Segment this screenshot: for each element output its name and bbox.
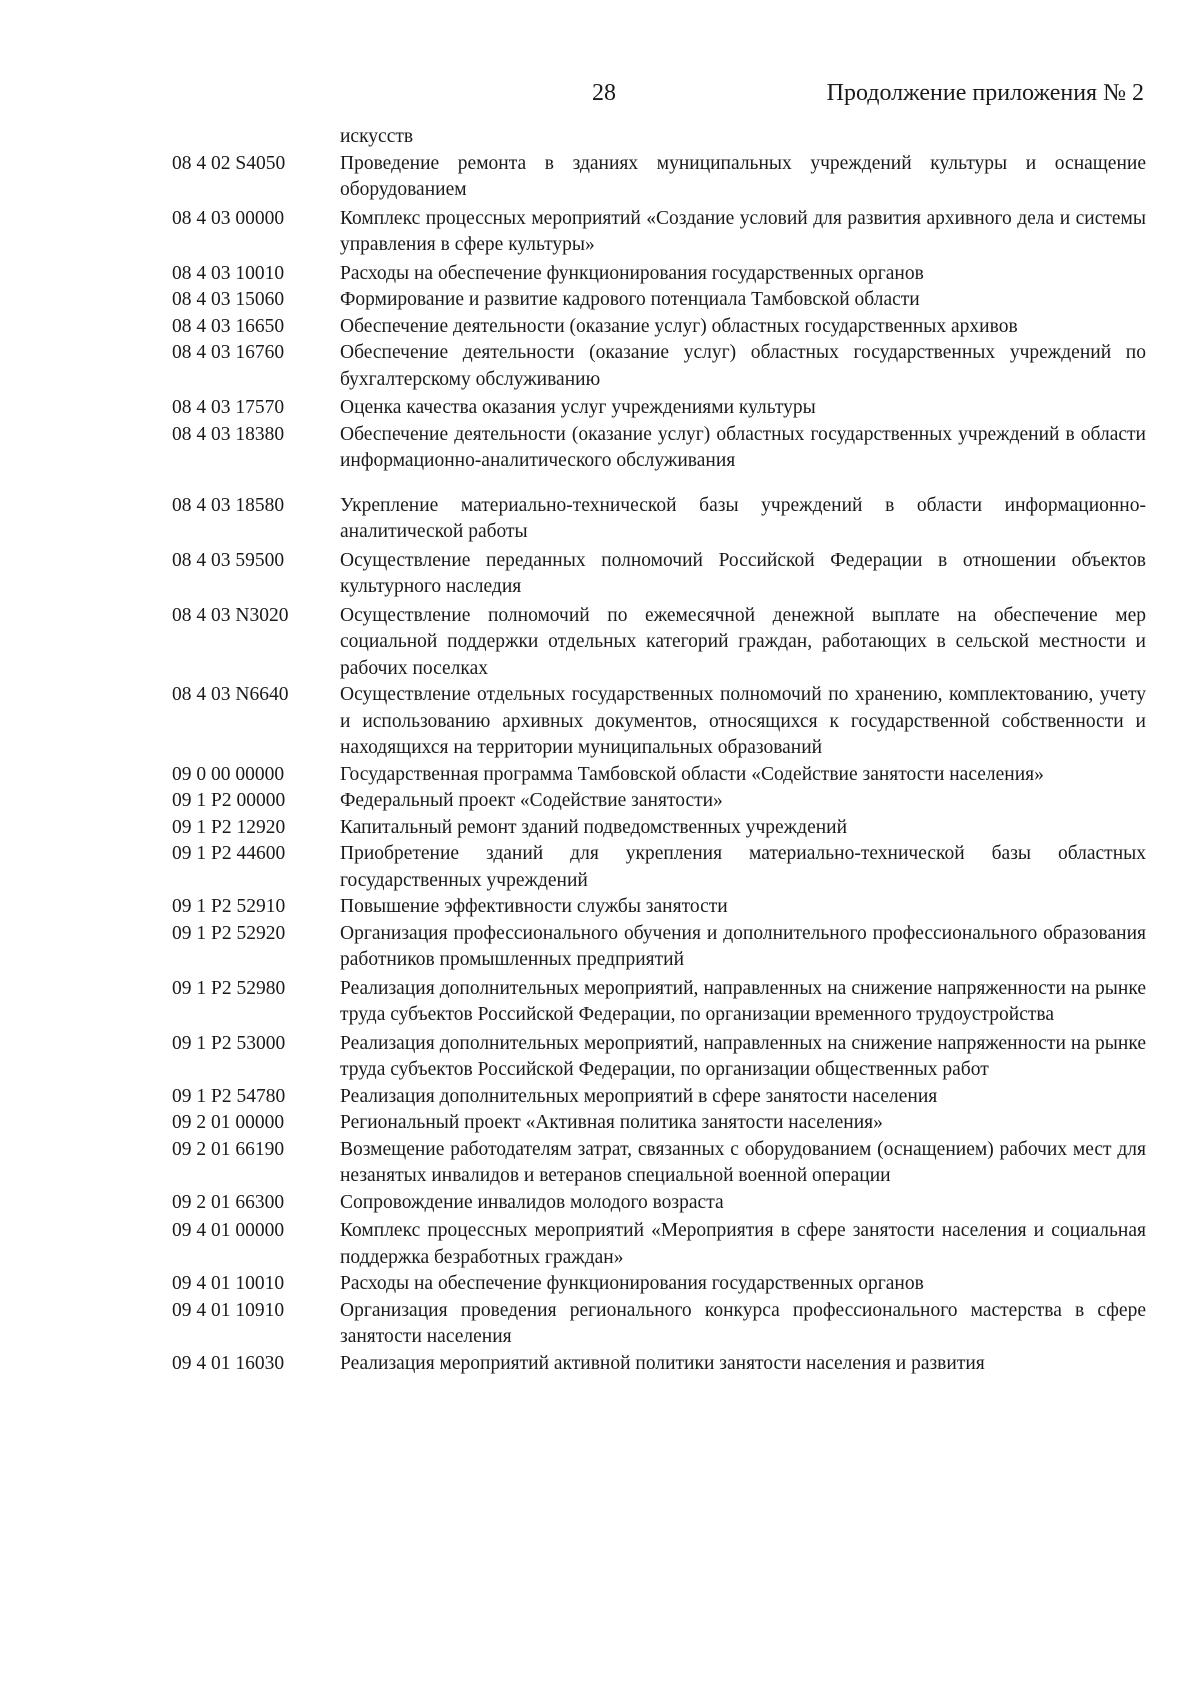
table-row [0, 1298, 1200, 1351]
table-row [0, 261, 1200, 288]
table-row [0, 841, 1200, 894]
table-row [0, 1271, 1200, 1298]
table-row [0, 976, 1200, 1029]
row-description: Осуществление переданных полномочий Российской Федерации в отношении объектов культурного наследия [340, 549, 1146, 597]
table-row [0, 894, 1200, 921]
row-description: Государственная программа Тамбовской области «Содействие занятости населения» [340, 763, 1044, 785]
row-code: 09 4 01 10010 [172, 1273, 285, 1294]
row-code: 08 4 03 N3020 [172, 604, 289, 626]
table-row [0, 287, 1200, 314]
row-code: 08 4 03 N6640 [172, 684, 289, 705]
table-row [0, 1218, 1200, 1271]
table-row [0, 422, 1200, 475]
table-row [0, 1137, 1200, 1190]
table-row [0, 1110, 1200, 1137]
row-code: 09 4 01 16030 [172, 1352, 285, 1374]
row-description: Сопровождение инвалидов молодого возраста [340, 1191, 724, 1213]
table-row [0, 124, 1200, 151]
table-row [0, 395, 1200, 422]
row-description: Проведение ремонта в зданиях муниципальных учреждений культуры и оснащение оборудованием [340, 152, 1146, 200]
table-row [0, 921, 1200, 974]
table-row [0, 815, 1200, 842]
row-description: Организация профессионального обучения и дополнительного профессионального образования работников промышленных предприятий [340, 922, 1146, 970]
row-description: Обеспечение деятельности (оказание услуг) областных государственных учреждений в области информационно-аналитического обслуживания [340, 423, 1146, 471]
row-description: Комплекс процессных мероприятий «Создание условий для развития архивного дела и системы управления в сфере культуры» [340, 207, 1146, 255]
appendix-caption: Продолжение приложения № 2 [826, 80, 1144, 106]
table-row [0, 493, 1200, 546]
row-description: искусств [340, 126, 414, 147]
table-row [0, 548, 1200, 601]
row-code: 09 1 P2 52920 [172, 922, 286, 944]
row-code: 08 4 02 S4050 [172, 152, 286, 174]
table-row [0, 788, 1200, 815]
row-description: Реализация мероприятий активной политики занятости населения и развития [340, 1352, 985, 1374]
row-code: 09 1 P2 53000 [172, 1032, 286, 1054]
row-description: Капитальный ремонт зданий подведомственных учреждений [340, 816, 848, 838]
row-code: 08 4 03 10010 [172, 262, 285, 284]
row-description: Реализация дополнительных мероприятий, направленных на снижение напряженности на рынке труда субъектов Российской Федерации, по организации временного трудоустройства [340, 977, 1146, 1025]
table-row [0, 1190, 1200, 1217]
row-code: 08 4 03 00000 [172, 207, 285, 229]
row-description: Возмещение работодателям затрат, связанных с оборудованием (оснащением) рабочих мест для незанятых инвалидов и ветеранов специальной военной операции [340, 1138, 1146, 1186]
row-description: Реализация дополнительных мероприятий в сфере занятости населения [340, 1085, 938, 1107]
row-description: Организация проведения регионального конкурса профессионального мастерства в сфере занятости населения [340, 1299, 1146, 1347]
table-row [0, 1084, 1200, 1111]
budget-code-table [0, 124, 1200, 1377]
row-description: Обеспечение деятельности (оказание услуг) областных государственных учреждений по бухгалтерскому обслуживанию [340, 342, 1146, 390]
row-description: Осуществление отдельных государственных полномочий по хранению, комплектованию, учету и использованию архивных документов, относящихся к государственной собственности и находящихся на территории муниципальных образований [340, 684, 1146, 758]
table-row [0, 762, 1200, 789]
row-code: 08 4 03 59500 [172, 549, 285, 571]
row-description: Расходы на обеспечение функционирования государственных органов [340, 1273, 924, 1294]
table-row [0, 682, 1200, 762]
page-number: 28 [592, 80, 616, 106]
row-code: 08 4 03 18380 [172, 423, 285, 445]
row-description: Осуществление полномочий по ежемесячной денежной выплате на обеспечение мер социальной поддержки отдельных категорий граждан, работающих в сельской местности и рабочих поселках [340, 604, 1146, 679]
row-code: 08 4 03 18580 [172, 494, 285, 516]
table-row [0, 603, 1200, 683]
row-code: 09 4 01 10910 [172, 1299, 285, 1321]
row-code: 09 2 01 66300 [172, 1191, 285, 1213]
row-description: Региональный проект «Активная политика занятости населения» [340, 1112, 883, 1133]
row-code: 08 4 03 17570 [172, 397, 285, 418]
row-code: 08 4 03 15060 [172, 289, 285, 310]
row-code: 08 4 03 16650 [172, 315, 285, 337]
row-description: Оценка качества оказания услуг учреждениями культуры [340, 397, 816, 418]
row-description: Реализация дополнительных мероприятий, направленных на снижение напряженности на рынке труда субъектов Российской Федерации, по организации общественных работ [340, 1032, 1146, 1080]
row-description: Расходы на обеспечение функционирования государственных органов [340, 262, 924, 284]
row-code: 09 1 P2 44600 [172, 843, 286, 864]
row-code: 09 1 P2 52980 [172, 977, 286, 999]
row-description: Формирование и развитие кадрового потенциала Тамбовской области [340, 289, 920, 310]
row-code: 09 1 P2 00000 [172, 790, 286, 811]
row-code: 09 2 01 66190 [172, 1138, 285, 1160]
row-description: Приобретение зданий для укрепления материально-технической базы областных государственных учреждений [340, 843, 1146, 891]
table-row [0, 340, 1200, 393]
row-code: 09 2 01 00000 [172, 1112, 285, 1133]
row-description: Повышение эффективности службы занятости [340, 896, 728, 917]
row-code: 09 1 P2 54780 [172, 1085, 286, 1107]
page-header [0, 80, 1200, 116]
row-code: 09 0 00 00000 [172, 763, 285, 785]
table-row [0, 314, 1200, 341]
row-description: Укрепление материально-технической базы учреждений в области информационно-аналитической работы [340, 494, 1146, 542]
row-code: 09 1 P2 12920 [172, 816, 286, 838]
table-row [0, 206, 1200, 259]
table-row [0, 1351, 1200, 1378]
row-description: Комплекс процессных мероприятий «Мероприятия в сфере занятости населения и социальная поддержка безработных граждан» [340, 1220, 1146, 1268]
row-description: Обеспечение деятельности (оказание услуг) областных государственных архивов [340, 315, 1018, 337]
table-row [0, 1031, 1200, 1084]
row-code: 09 1 P2 52910 [172, 896, 286, 917]
table-row [0, 151, 1200, 204]
row-code: 09 4 01 00000 [172, 1220, 285, 1241]
row-code: 08 4 03 16760 [172, 342, 285, 363]
row-description: Федеральный проект «Содействие занятости» [340, 790, 723, 811]
